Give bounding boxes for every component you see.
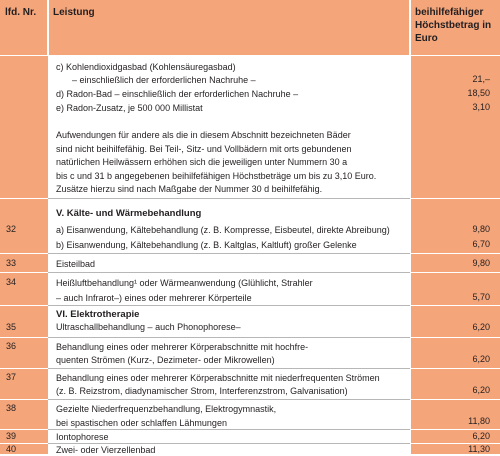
row-number: 40 (6, 444, 17, 454)
note-line: bis c und 31 b angegebenen beihilfefähigen Höchstbeträge um bis zu 3,10 Euro. (56, 171, 377, 181)
section-heading: VI. Elektrotherapie (56, 309, 140, 320)
row39-text: Iontophorese (56, 432, 109, 442)
row-divider (48, 272, 410, 273)
note-line: sind nicht beihilfefähig. Bei Teil-, Sitz- und Vollbädern mit orts gebundenen (56, 144, 352, 154)
row-divider (48, 337, 410, 338)
row-divider (48, 305, 410, 306)
table-header (0, 0, 500, 55)
item-c-sub: – einschließlich der erforderlichen Nachruhe – (72, 75, 256, 85)
row34-line1: Heißluftbehandlung¹ oder Wärmeanwendung (Glühlicht, Strahler (56, 278, 313, 288)
column-divider (410, 0, 411, 454)
header-betrag: beihilfefähiger Höchstbetrag in Euro (410, 0, 500, 55)
row-number: 32 (6, 224, 17, 234)
header-nr: lfd. Nr. (0, 0, 48, 55)
row34-line2: – auch Infrarot–) eines oder mehrerer Körperteile (56, 293, 252, 303)
row-number: 35 (6, 322, 17, 332)
item-d-amount: 18,50 (467, 88, 490, 98)
row38-line2: bei spastischen oder schlaffen Lähmungen (56, 418, 227, 428)
row40-amount: 11,30 (468, 444, 490, 454)
row36-line1: Behandlung eines oder mehrerer Körperabschnitte mit hochfre- (56, 342, 309, 352)
row-number: 37 (6, 372, 17, 382)
note-line: Aufwendungen für andere als die in diesem Abschnitt bezeichneten Bäder (56, 130, 351, 140)
note-line: natürlichen Heilwässern erhöhen sich die jeweiligen unter Nummern 30 a (56, 157, 348, 167)
item-c: c) Kohlendioxidgasbad (Kohlensäuregasbad) (56, 62, 236, 72)
row37-line2: (z. B. Reizstrom, diadynamischer Strom, Interferenzstrom, Galvanisation) (56, 386, 348, 396)
note-line: Zusätze hierzu sind nach Maßgabe der Nummer 30 d beihilfefähig. (56, 184, 323, 194)
row-number: 34 (6, 277, 17, 287)
item-e-amount: 3,10 (472, 102, 490, 112)
row34-amount: 5,70 (472, 292, 490, 302)
row32-b-amount: 6,70 (472, 239, 490, 249)
row32-b: b) Eisanwendung, Kältebehandlung (z. B. Kaltglas, Kaltluft) großer Gelenke (56, 240, 357, 250)
row-divider (0, 55, 500, 56)
row36-line2: quenten Strömen (Kurz-, Dezimeter- oder Mikrowellen) (56, 355, 275, 365)
header-leistung: Leistung (48, 0, 410, 55)
row39-amount: 6,20 (472, 431, 490, 441)
item-d: d) Radon-Bad – einschließlich der erforderlichen Nachruhe – (56, 89, 299, 99)
row32-a-amount: 9,80 (472, 224, 490, 234)
row-divider (48, 399, 410, 400)
row33-text: Eisteilbad (56, 259, 96, 269)
row-number: 36 (6, 341, 17, 351)
row32-a: a) Eisanwendung, Kältebehandlung (z. B. Kompresse, Eisbeutel, direkte Abreibung) (56, 225, 390, 235)
item-e: e) Radon-Zusatz, je 500 000 Millistat (56, 103, 203, 113)
row33-amount: 9,80 (472, 258, 490, 268)
row40-text: Zwei- oder Vierzellenbad (56, 445, 156, 455)
row-divider (48, 368, 410, 369)
row38-line1: Gezielte Niederfrequenzbehandlung, Elektrogymnastik, (56, 404, 277, 414)
row-number: 39 (6, 431, 17, 441)
row37-line1: Behandlung eines oder mehrerer Körperabschnitte mit niederfrequenten Strömen (56, 373, 380, 383)
row35-text: Ultraschallbehandlung – auch Phonophorese– (56, 322, 241, 332)
section-heading: V. Kälte- und Wärmebehandlung (56, 208, 202, 219)
row-divider (48, 198, 410, 199)
row38-amount: 11,80 (468, 416, 490, 426)
row-divider (48, 253, 410, 254)
row36-amount: 6,20 (472, 354, 490, 364)
column-divider (48, 0, 49, 454)
row35-amount: 6,20 (472, 322, 490, 332)
row-number: 33 (6, 258, 17, 268)
item-c-amount: 21,– (472, 74, 490, 84)
row-divider (48, 429, 410, 430)
row37-amount: 6,20 (472, 385, 490, 395)
row-number: 38 (6, 403, 17, 413)
